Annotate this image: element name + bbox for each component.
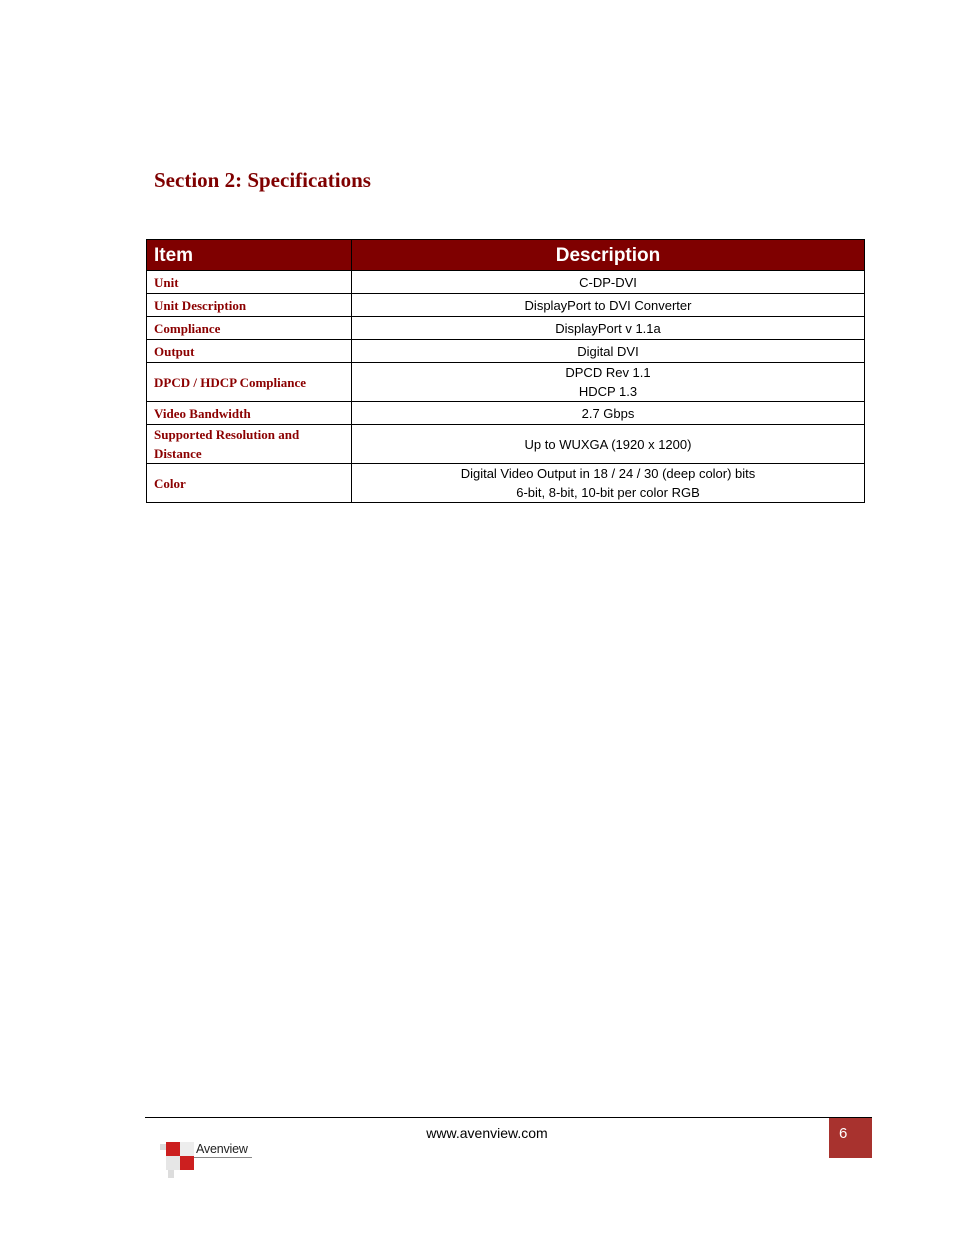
row-description bbox=[352, 464, 865, 503]
table-row bbox=[147, 294, 865, 317]
row-item-label: DPCD / HDCP Compliance bbox=[147, 363, 352, 402]
footer-website-link[interactable]: www.avenview.com bbox=[426, 1125, 548, 1141]
description-line: 6-bit, 8-bit, 10-bit per color RGB bbox=[516, 485, 700, 500]
description-line: 2.7 Gbps bbox=[581, 405, 635, 421]
row-item-label: Video Bandwidth bbox=[147, 402, 352, 425]
description-line: DPCD Rev 1.1 bbox=[565, 365, 651, 380]
row-item-label: Unit Description bbox=[147, 294, 352, 317]
description-line: Digital Video Output in 18 / 24 / 30 (deep color) bits bbox=[460, 466, 756, 481]
page-title: Section 2: Specifications bbox=[154, 168, 371, 192]
table-header-row bbox=[147, 240, 865, 271]
row-description bbox=[352, 425, 865, 464]
row-description bbox=[352, 294, 865, 317]
table-row bbox=[147, 340, 865, 363]
table-row bbox=[147, 317, 865, 340]
row-description bbox=[352, 340, 865, 363]
row-item-label: Output bbox=[147, 340, 352, 363]
row-description bbox=[352, 271, 865, 294]
table-row bbox=[147, 425, 865, 464]
row-item-label: Color bbox=[147, 464, 352, 503]
logo-squares-icon bbox=[160, 1136, 200, 1184]
row-description bbox=[352, 363, 865, 402]
header-item: Item bbox=[147, 240, 352, 271]
row-description bbox=[352, 317, 865, 340]
description-line: C-DP-DVI bbox=[579, 274, 637, 290]
row-item-label: Supported Resolution and Distance bbox=[147, 425, 352, 464]
specifications-table bbox=[146, 239, 865, 503]
description-line: DisplayPort to DVI Converter bbox=[524, 297, 692, 313]
table-row bbox=[147, 464, 865, 503]
row-description bbox=[352, 402, 865, 425]
description-line: DisplayPort v 1.1a bbox=[555, 320, 661, 336]
header-description: Description bbox=[352, 240, 865, 271]
logo-text: Avenview bbox=[196, 1142, 248, 1156]
logo-underline bbox=[194, 1157, 252, 1158]
description-line: Digital DVI bbox=[577, 343, 639, 359]
page-number-badge: 6 bbox=[829, 1118, 872, 1158]
description-line: HDCP 1.3 bbox=[578, 384, 638, 399]
table-row bbox=[147, 363, 865, 402]
table-row bbox=[147, 402, 865, 425]
table-row bbox=[147, 271, 865, 294]
footer-divider bbox=[145, 1117, 872, 1118]
avenview-logo bbox=[160, 1136, 270, 1184]
row-item-label: Unit bbox=[147, 271, 352, 294]
row-item-label: Compliance bbox=[147, 317, 352, 340]
description-line: Up to WUXGA (1920 x 1200) bbox=[524, 436, 692, 452]
